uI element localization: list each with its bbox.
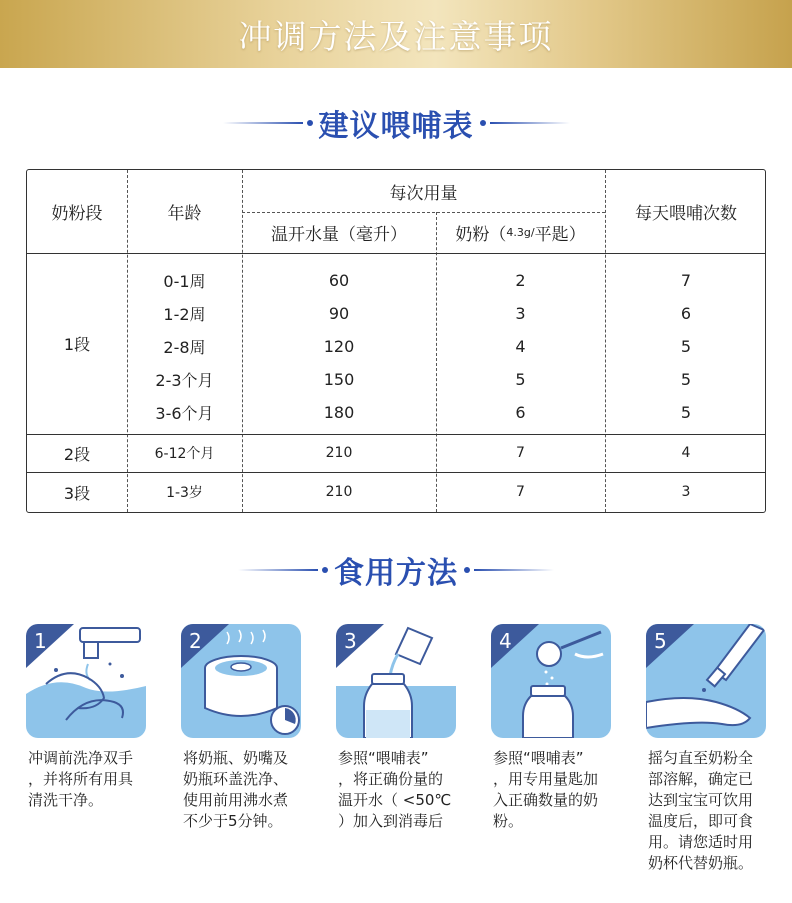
scoop-powder-bottle-icon <box>491 624 611 738</box>
step-number: 2 <box>189 629 202 653</box>
times-cell: 4 <box>681 445 691 461</box>
boiling-pot-timer-icon <box>181 624 301 738</box>
decorative-line-right <box>474 569 554 571</box>
times-cell: 5 <box>680 337 692 356</box>
powder-cell: 7 <box>516 484 525 500</box>
header-daily-times: 每天喂哺次数 <box>635 204 737 224</box>
water-cell: 120 <box>323 337 355 356</box>
times-cell: 3 <box>681 484 691 500</box>
age-cell: 6-12个月 <box>154 446 215 462</box>
decorative-line-left <box>223 122 303 124</box>
powder-cell: 6 <box>515 403 526 422</box>
step-number: 3 <box>344 629 357 653</box>
water-cell: 90 <box>328 304 350 323</box>
powder-cell: 3 <box>515 304 526 323</box>
usage-title: 食用方法 <box>334 556 458 591</box>
step-description: 冲调前洗净双手 ，并将所有用具 清洗干净。 <box>28 749 134 809</box>
step-description: 参照“喂哺表” ，用专用量匙加 入正确数量的奶 粉。 <box>493 749 599 830</box>
header-per-feed: 每次用量 <box>389 183 458 204</box>
header-powder-suffix: 平匙） <box>534 225 586 245</box>
water-cell: 150 <box>323 370 355 389</box>
header-powder-unit: 4.3g/ <box>506 226 535 239</box>
water-cell: 180 <box>323 403 355 422</box>
water-cell: 210 <box>325 484 353 500</box>
water-cell: 210 <box>325 445 353 461</box>
powder-cell: 5 <box>515 370 526 389</box>
times-cell: 5 <box>680 403 692 422</box>
stage-cell: 1段 <box>63 335 91 354</box>
feeding-table-heading <box>0 101 792 145</box>
header-powder-prefix: 奶粉（ <box>455 225 507 245</box>
test-temperature-wrist-icon <box>646 624 766 738</box>
pour-water-bottle-icon <box>336 624 456 738</box>
step-number: 5 <box>654 629 667 653</box>
age-cell: 1-3岁 <box>166 485 203 501</box>
banner-title: 冲调方法及注意事项 <box>238 16 554 56</box>
step-description: 将奶瓶、奶嘴及 奶瓶环盖洗净、 使用前用沸水煮 不少于5分钟。 <box>183 749 289 830</box>
age-cell: 3-6个月 <box>155 404 214 423</box>
decorative-line-right <box>490 122 570 124</box>
stage-cell: 3段 <box>63 483 91 503</box>
header-powder <box>436 212 605 253</box>
age-cell: 0-1周 <box>163 272 206 291</box>
decorative-line-left <box>238 569 318 571</box>
powder-cell: 2 <box>515 271 526 290</box>
age-cell: 2-3个月 <box>155 371 214 390</box>
times-cell: 7 <box>680 271 692 290</box>
feeding-table <box>26 169 766 513</box>
age-cell: 2-8周 <box>163 338 206 357</box>
header-stage: 奶粉段 <box>51 204 103 224</box>
feeding-table-title: 建议喂哺表 <box>318 109 474 144</box>
header-water: 温开水量（毫升） <box>271 225 407 245</box>
step-description: 摇匀直至奶粉全 部溶解，确定已 达到宝宝可饮用 温度后，即可食 用。请您适时用 奶杯代替奶瓶。 <box>648 749 754 872</box>
step-number: 4 <box>499 629 512 653</box>
step-description: 参照“喂哺表” ，将正确份量的 温开水（ <50℃ ）加入到消毒后 <box>338 749 452 830</box>
page-banner <box>0 0 792 68</box>
stage-cell: 2段 <box>63 444 91 464</box>
usage-heading <box>0 548 792 592</box>
water-cell: 60 <box>328 271 350 290</box>
times-cell: 5 <box>680 370 692 389</box>
age-cell: 1-2周 <box>163 305 206 324</box>
powder-cell: 4 <box>515 337 526 356</box>
times-cell: 6 <box>680 304 692 323</box>
powder-cell: 7 <box>516 445 525 461</box>
hand-washing-icon <box>26 624 146 738</box>
step-number: 1 <box>34 629 47 653</box>
header-age: 年龄 <box>167 204 202 224</box>
